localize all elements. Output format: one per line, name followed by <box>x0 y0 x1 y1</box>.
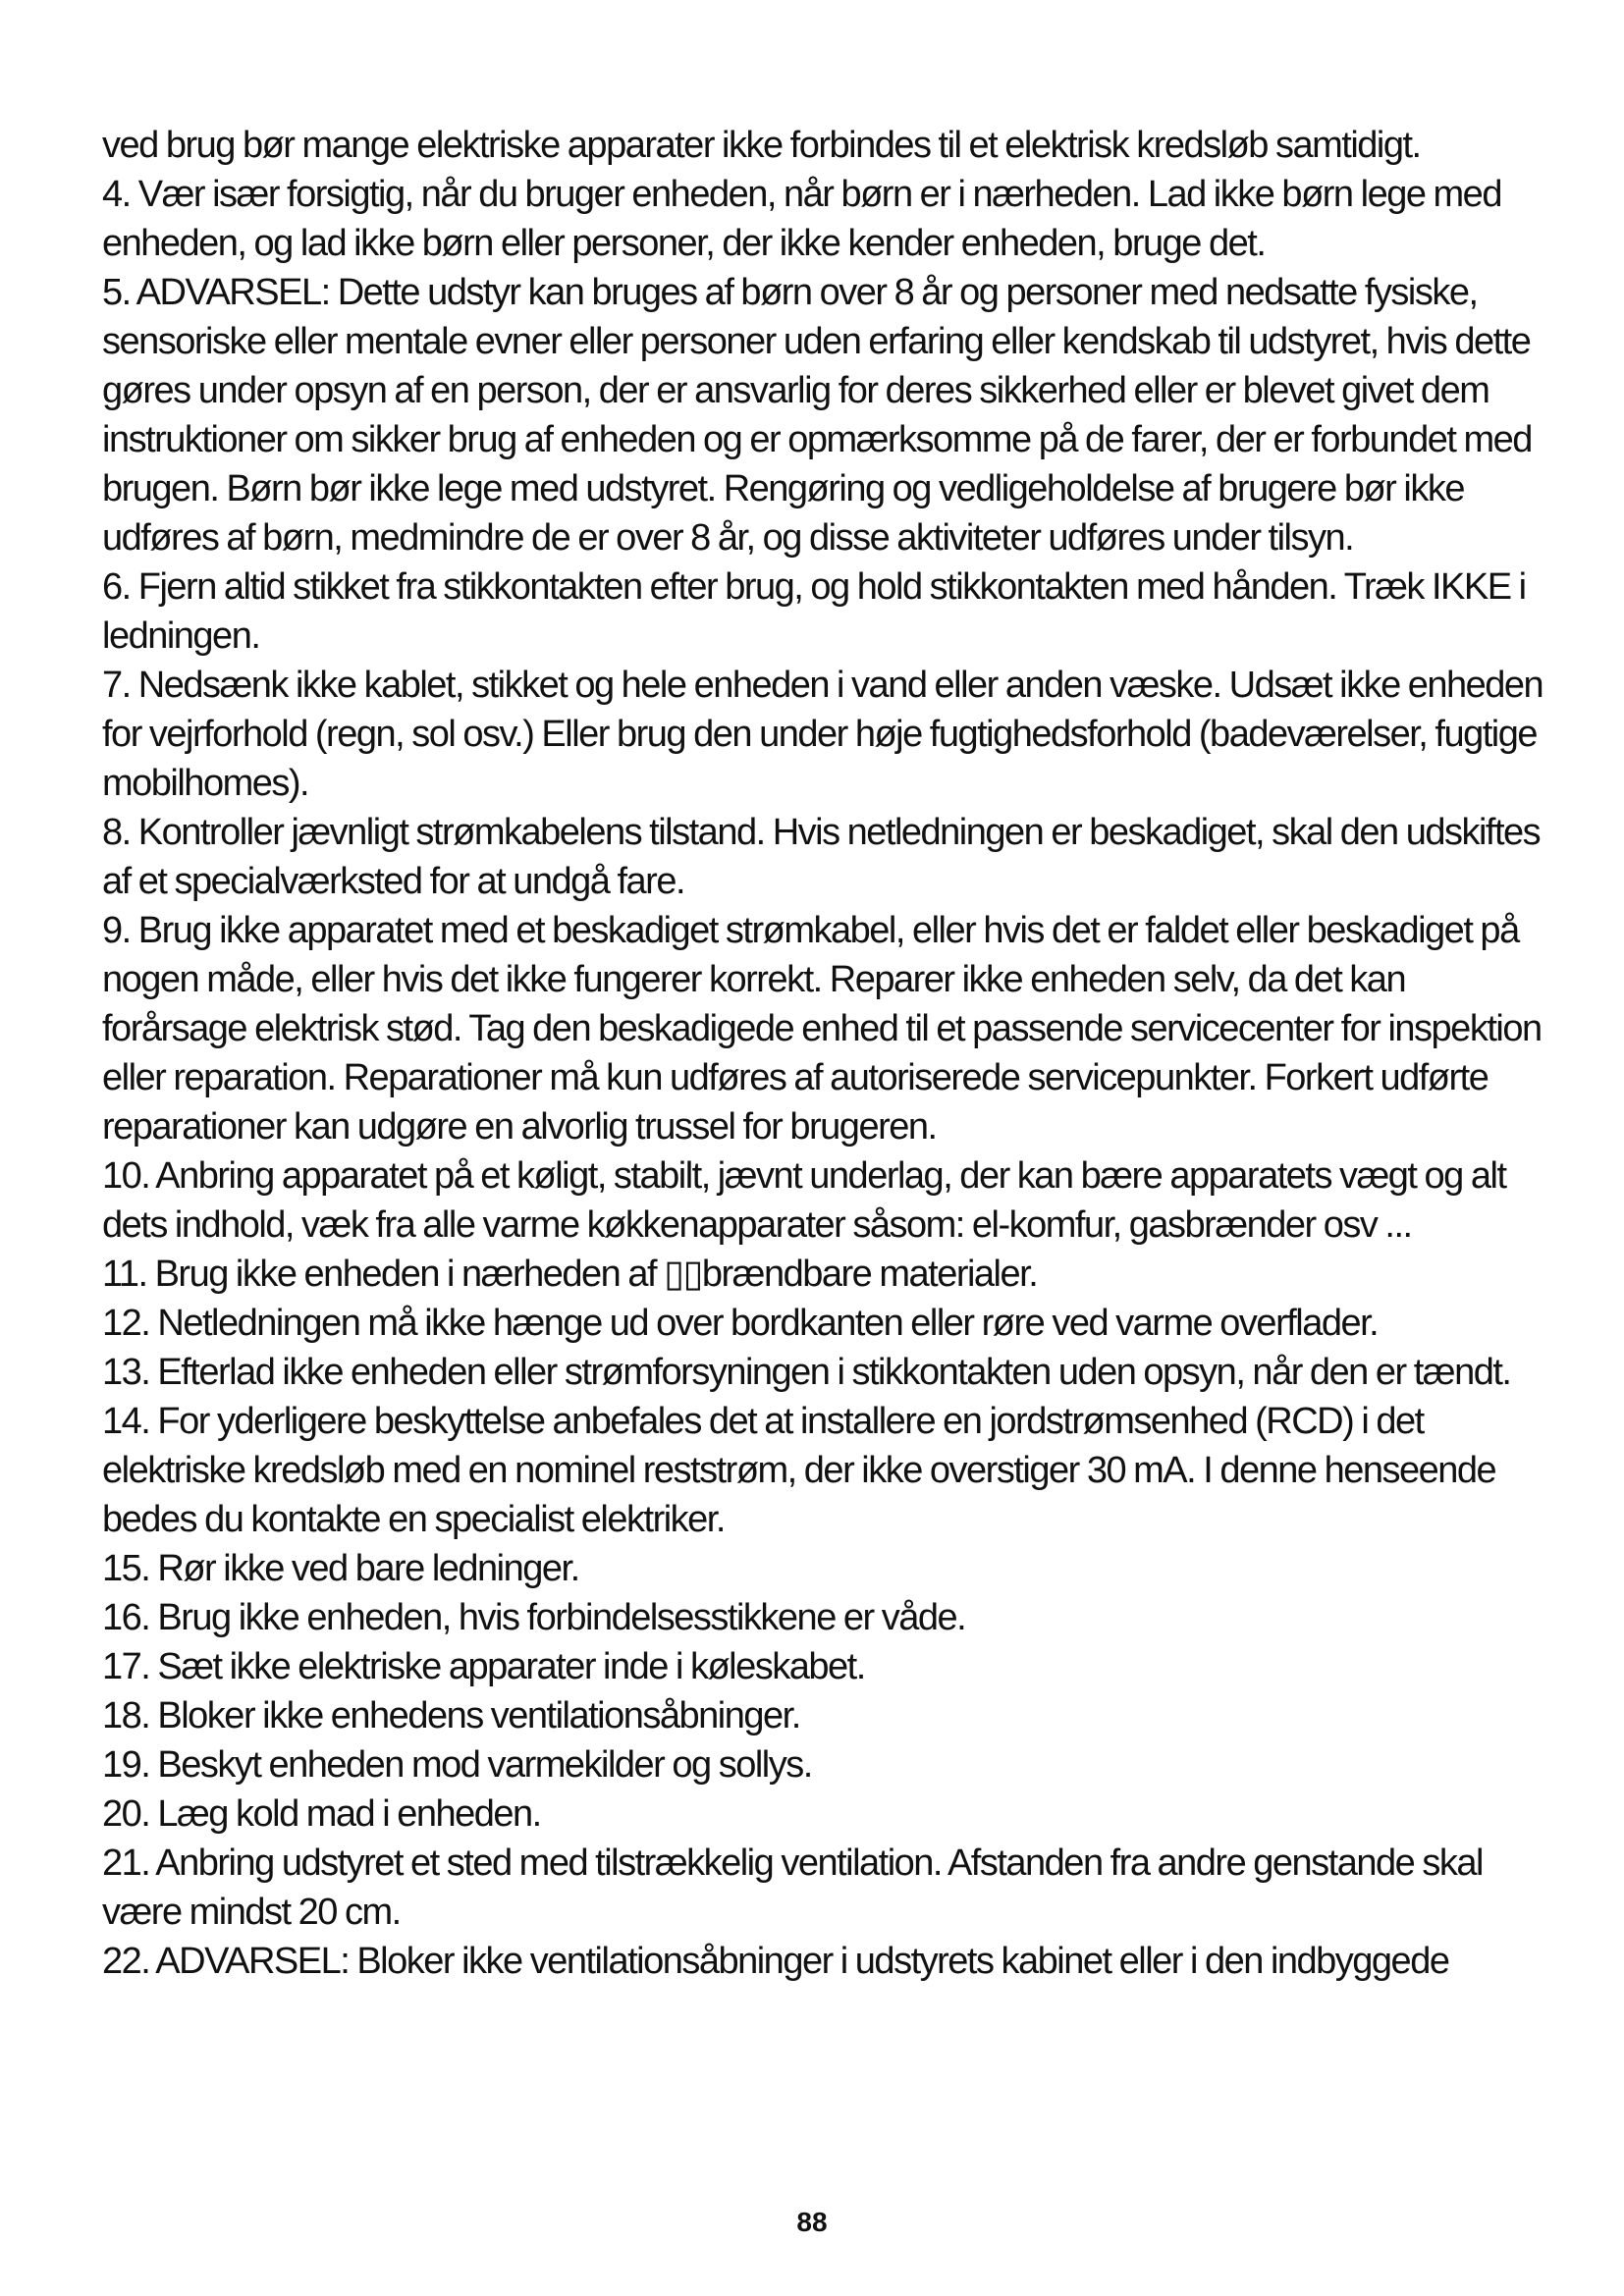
paragraph-item-19: 19. Beskyt enheden mod varmekilder og sollys. <box>102 1744 812 1786</box>
document-body <box>102 121 1555 1986</box>
paragraph-item-10: 10. Anbring apparatet på et køligt, stabilt, jævnt underlag, der kan bære apparatets vægt og alt dets indhold, væk fra alle varme køkkenapparater såsom: el-komfur, gasbrænder osv ... <box>102 1155 1506 1246</box>
paragraph-item-14: 14. For yderligere beskyttelse anbefales det at installere en jordstrømsenhed (RCD) i det elektriske kredsløb med en nominel reststrøm, der ikke overstiger 30 mA. I denne henseende bedes du kontakte en specialist elektriker. <box>102 1401 1496 1540</box>
paragraph-item-6: 6. Fjern altid stikket fra stikkontakten efter brug, og hold stikkontakten med hånden. Træk IKKE i ledningen. <box>102 566 1526 657</box>
paragraph-item-17: 17. Sæt ikke elektriske apparater inde i køleskabet. <box>102 1646 865 1687</box>
paragraph-item-20: 20. Læg kold mad i enheden. <box>102 1793 541 1835</box>
paragraph-item-4: 4. Vær især forsigtig, når du bruger enheden, når børn er i nærheden. Lad ikke børn lege med enheden, og lad ikke børn eller personer, der ikke kender enheden, bruge det. <box>102 174 1501 264</box>
paragraph-continuation: ved brug bør mange elektriske apparater ikke forbindes til et elektrisk kredsløb samtidigt. <box>102 125 1421 166</box>
paragraph-item-8: 8. Kontroller jævnligt strømkabelens tilstand. Hvis netledningen er beskadiget, skal den udskiftes af et specialværksted for at undgå fare. <box>102 812 1541 902</box>
paragraph-item-18: 18. Bloker ikke enhedens ventilationsåbninger. <box>102 1695 800 1736</box>
page-number: 88 <box>796 2207 828 2237</box>
paragraph-item-21: 21. Anbring udstyret et sted med tilstrækkelig ventilation. Afstanden fra andre genstande skal være mindst 20 cm. <box>102 1842 1483 1933</box>
paragraph-item-15: 15. Rør ikke ved bare ledninger. <box>102 1548 579 1589</box>
paragraph-item-11: 11. Brug ikke enheden i nærheden af ▯▯brændbare materialer. <box>102 1254 1038 1295</box>
paragraph-item-7: 7. Nedsænk ikke kablet, stikket og hele enheden i vand eller anden væske. Udsæt ikke enheden for vejrforhold (regn, sol osv.) Eller brug den under høje fugtighedsforhold (badeværelser, fugtige mobilhomes). <box>102 665 1543 804</box>
paragraph-item-22: 22. ADVARSEL: Bloker ikke ventilationsåbninger i udstyrets kabinet eller i den indbyggede <box>102 1941 1449 1982</box>
paragraph-item-9: 9. Brug ikke apparatet med et beskadiget strømkabel, eller hvis det er faldet eller beskadiget på nogen måde, eller hvis det ikke fungerer korrekt. Reparer ikke enheden selv, da det kan forårsage elektrisk stød. Tag den beskadigede enhed til et passende servicecenter for inspektion eller reparation. Reparationer må kun udføres af autoriserede servicepunkter. Forkert udførte reparationer kan udgøre en alvorlig trussel for brugeren. <box>102 910 1542 1148</box>
paragraph-item-5: 5. ADVARSEL: Dette udstyr kan bruges af børn over 8 år og personer med nedsatte fysiske, sensoriske eller mentale evner eller personer uden erfaring eller kendskab til udstyret, hvis dette gøres under opsyn af en person, der er ansvarlig for deres sikkerhed eller er blevet givet dem instruktioner om sikker brug af enheden og er opmærksomme på de farer, der er forbundet med brugen. Børn bør ikke lege med udstyret. Rengøring og vedligeholdelse af brugere bør ikke udføres af børn, medmindre de er over 8 år, og disse aktiviteter udføres under tilsyn. <box>102 272 1532 559</box>
paragraph-item-12: 12. Netledningen må ikke hænge ud over bordkanten eller røre ved varme overflader. <box>102 1303 1379 1344</box>
paragraph-item-16: 16. Brug ikke enheden, hvis forbindelsesstikkene er våde. <box>102 1597 966 1638</box>
paragraph-item-13: 13. Efterlad ikke enheden eller strømforsyningen i stikkontakten uden opsyn, når den er tændt. <box>102 1352 1511 1393</box>
